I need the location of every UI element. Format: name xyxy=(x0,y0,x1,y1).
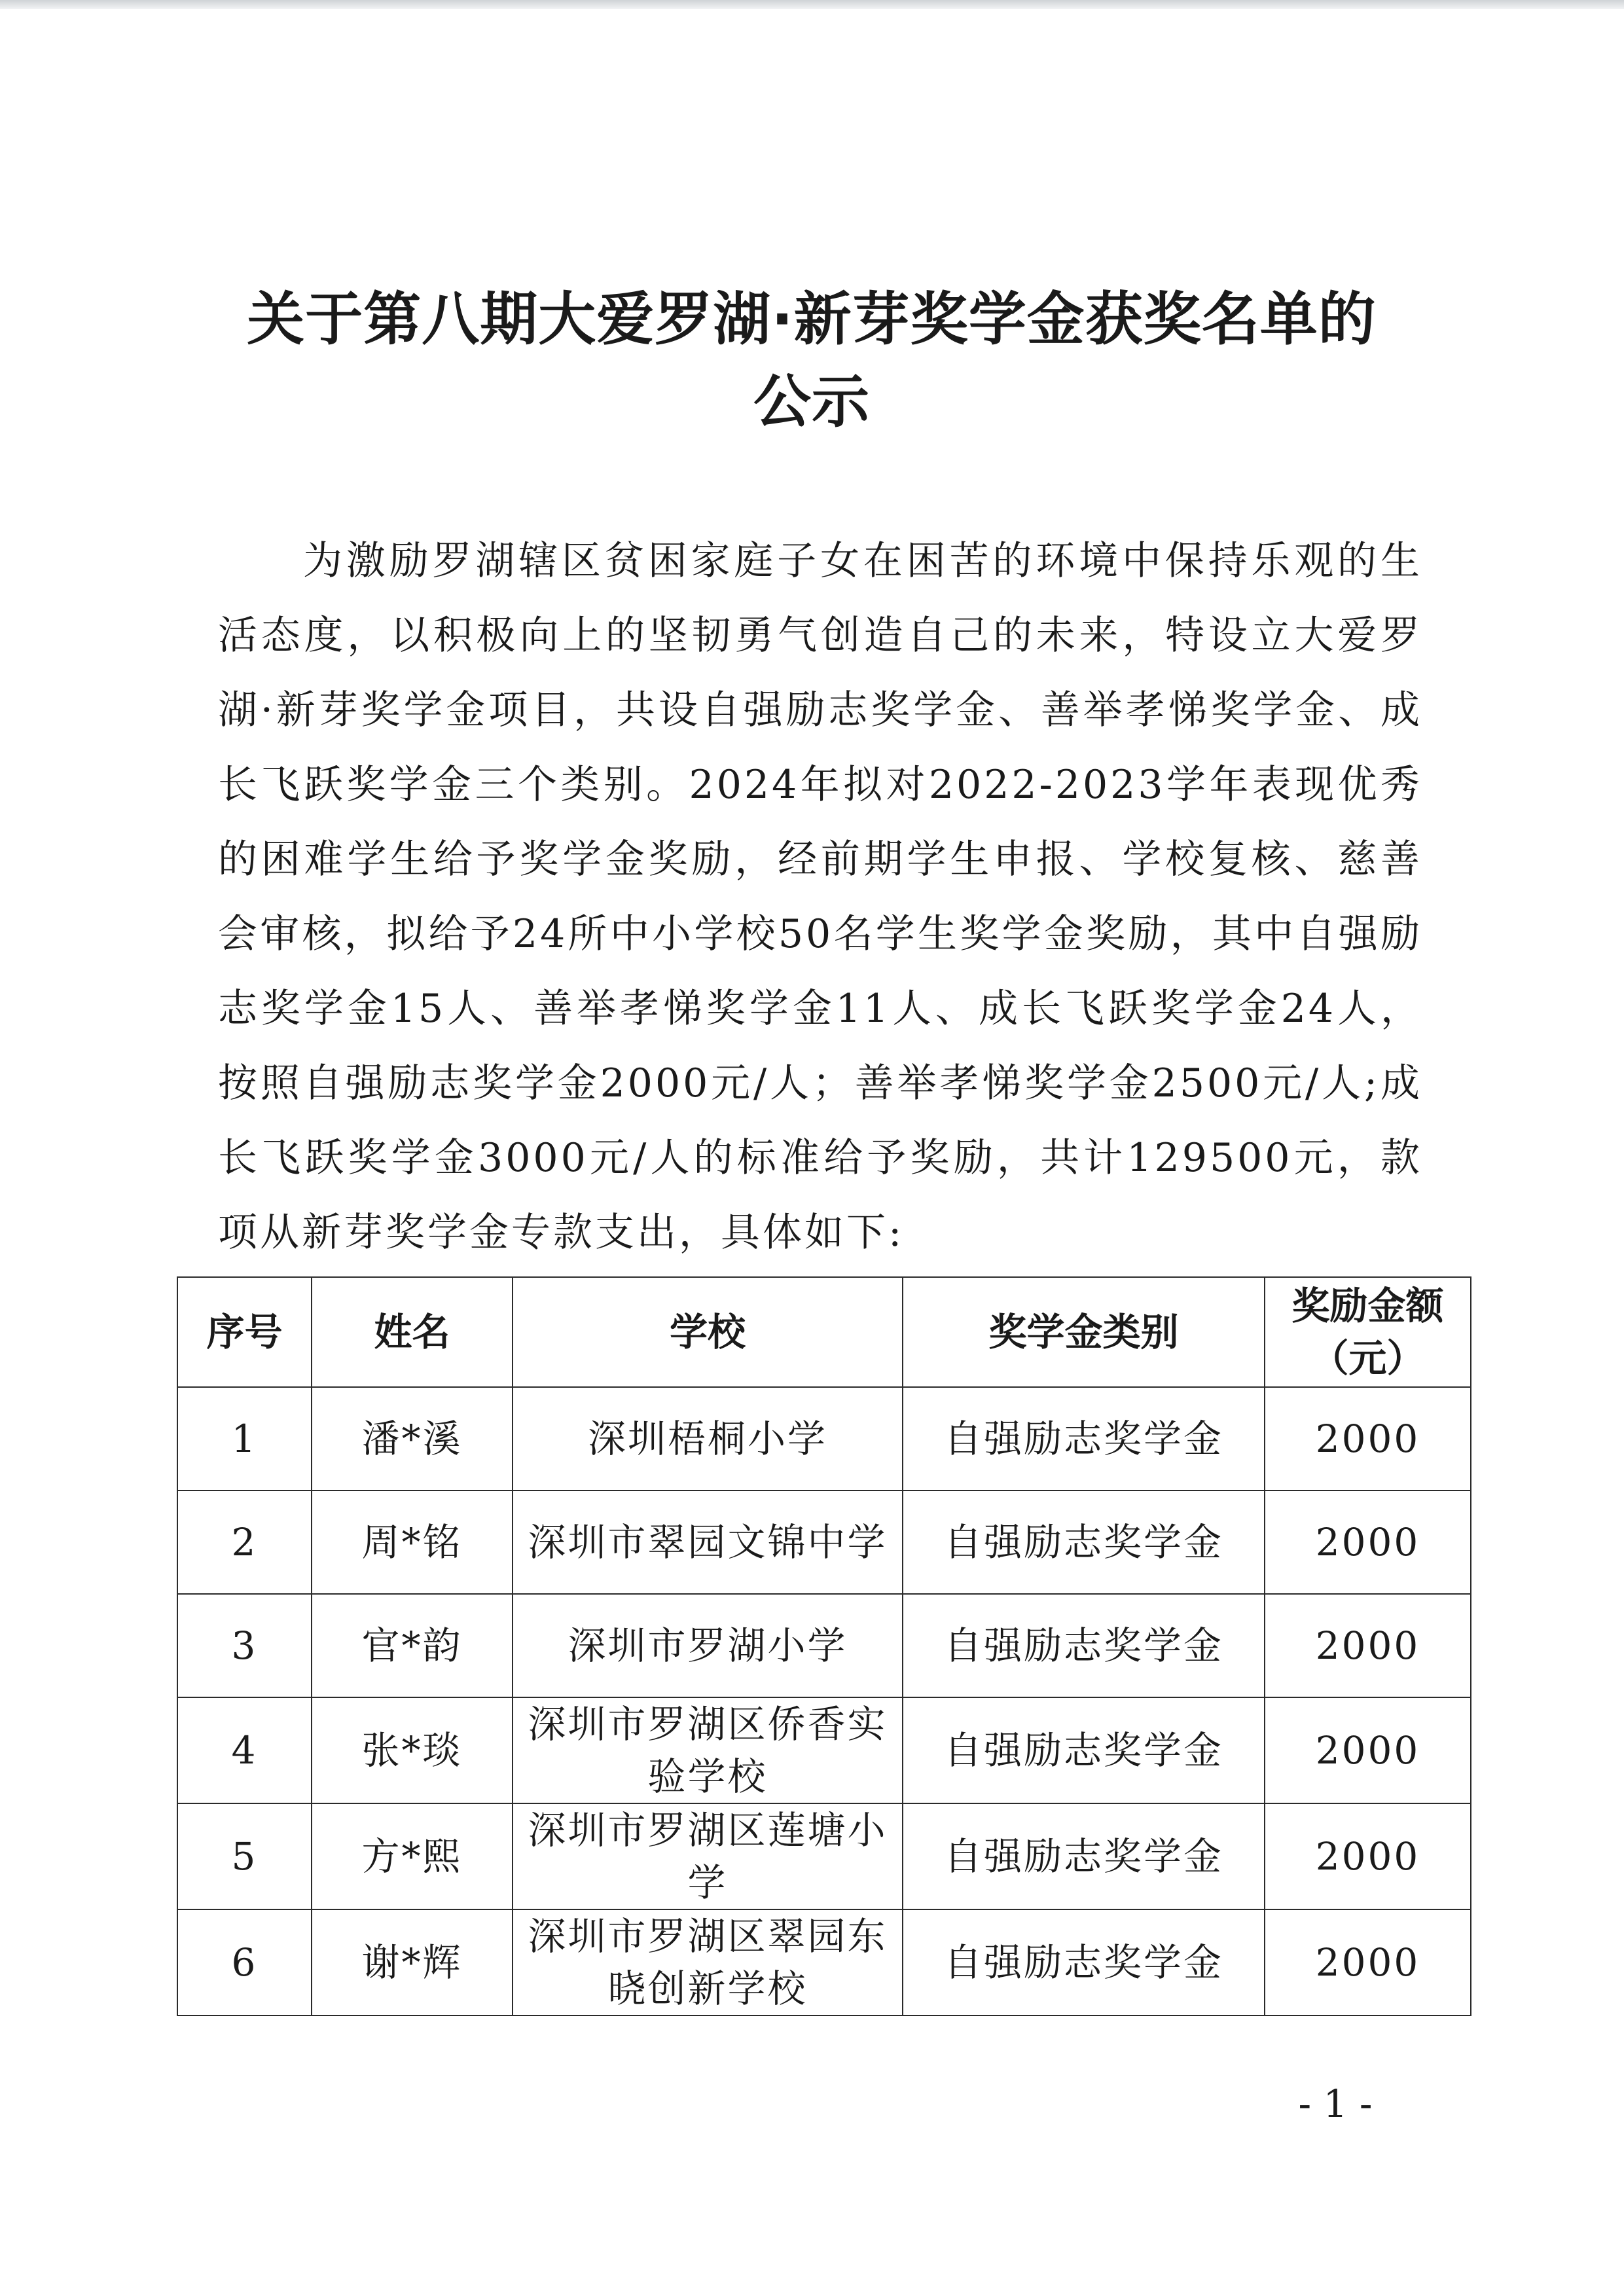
cell-index: 1 xyxy=(177,1387,312,1491)
header-category: 奖学金类别 xyxy=(903,1277,1265,1387)
table-row xyxy=(177,1697,1471,1803)
cell-name: 张*琰 xyxy=(312,1697,513,1803)
table-row xyxy=(177,1387,1471,1491)
header-name: 姓名 xyxy=(312,1277,513,1387)
award-table xyxy=(177,1276,1471,2016)
table-row xyxy=(177,1803,1471,1909)
cell-index: 4 xyxy=(177,1697,312,1803)
header-amount-line-2: （元） xyxy=(1310,1336,1425,1381)
table-header-row xyxy=(177,1277,1471,1387)
cell-name: 潘*溪 xyxy=(312,1387,513,1491)
cell-index: 2 xyxy=(177,1491,312,1594)
cell-index: 6 xyxy=(177,1909,312,2015)
cell-name: 谢*辉 xyxy=(312,1909,513,2015)
cell-category: 自强励志奖学金 xyxy=(903,1387,1265,1491)
cell-school: 深圳市罗湖区莲塘小学 xyxy=(513,1803,903,1909)
cell-category: 自强励志奖学金 xyxy=(903,1909,1265,2015)
header-index: 序号 xyxy=(177,1277,312,1387)
table-row xyxy=(177,1594,1471,1697)
cell-school: 深圳市罗湖小学 xyxy=(513,1594,903,1697)
cell-category: 自强励志奖学金 xyxy=(903,1803,1265,1909)
title-line-2: 公示 xyxy=(753,368,870,435)
title-line-1: 关于第八期大爱罗湖·新芽奖学金获奖名单的 xyxy=(247,285,1377,353)
cell-amount: 2000 xyxy=(1265,1697,1471,1803)
cell-school: 深圳市罗湖区侨香实验学校 xyxy=(513,1697,903,1803)
cell-index: 3 xyxy=(177,1594,312,1697)
document-title xyxy=(164,278,1460,443)
cell-amount: 2000 xyxy=(1265,1803,1471,1909)
cell-category: 自强励志奖学金 xyxy=(903,1594,1265,1697)
cell-category: 自强励志奖学金 xyxy=(903,1697,1265,1803)
cell-amount: 2000 xyxy=(1265,1594,1471,1697)
table-row xyxy=(177,1491,1471,1594)
table-row xyxy=(177,1909,1471,2015)
header-amount-line-1: 奖励金额 xyxy=(1291,1284,1444,1328)
body-paragraph: 为激励罗湖辖区贫困家庭子女在困苦的环境中保持乐观的生活态度，以积极向上的坚韧勇气创造自己的未来，特设立大爱罗湖·新芽奖学金项目，共设自强励志奖学金、善举孝悌奖学金、成长飞跃奖学金三个类别。2024年拟对2022-2023学年表现优秀的困难学生给予奖学金奖励，经前期学生申报、学校复核、慈善会审核，拟给予24所中小学校50名学生奖学金奖励，其中自强励志奖学金15人、善举孝悌奖学金11人、成长飞跃奖学金24人，按照自强励志奖学金2000元/人；善举孝悌奖学金2500元/人;成长飞跃奖学金3000元/人的标准给予奖励，共计129500元，款项从新芽奖学金专款支出，具体如下: xyxy=(218,538,1422,1256)
cell-category: 自强励志奖学金 xyxy=(903,1491,1265,1594)
cell-name: 方*熙 xyxy=(312,1803,513,1909)
cell-amount: 2000 xyxy=(1265,1387,1471,1491)
cell-amount: 2000 xyxy=(1265,1491,1471,1594)
cell-school: 深圳市翠园文锦中学 xyxy=(513,1491,903,1594)
cell-amount: 2000 xyxy=(1265,1909,1471,2015)
cell-name: 周*铭 xyxy=(312,1491,513,1594)
scan-edge xyxy=(0,0,1624,9)
page-number: - 1 - xyxy=(1298,2082,1373,2126)
cell-index: 5 xyxy=(177,1803,312,1909)
cell-school: 深圳市罗湖区翠园东晓创新学校 xyxy=(513,1909,903,2015)
header-school: 学校 xyxy=(513,1277,903,1387)
cell-name: 官*韵 xyxy=(312,1594,513,1697)
cell-school: 深圳梧桐小学 xyxy=(513,1387,903,1491)
header-amount xyxy=(1265,1277,1471,1387)
